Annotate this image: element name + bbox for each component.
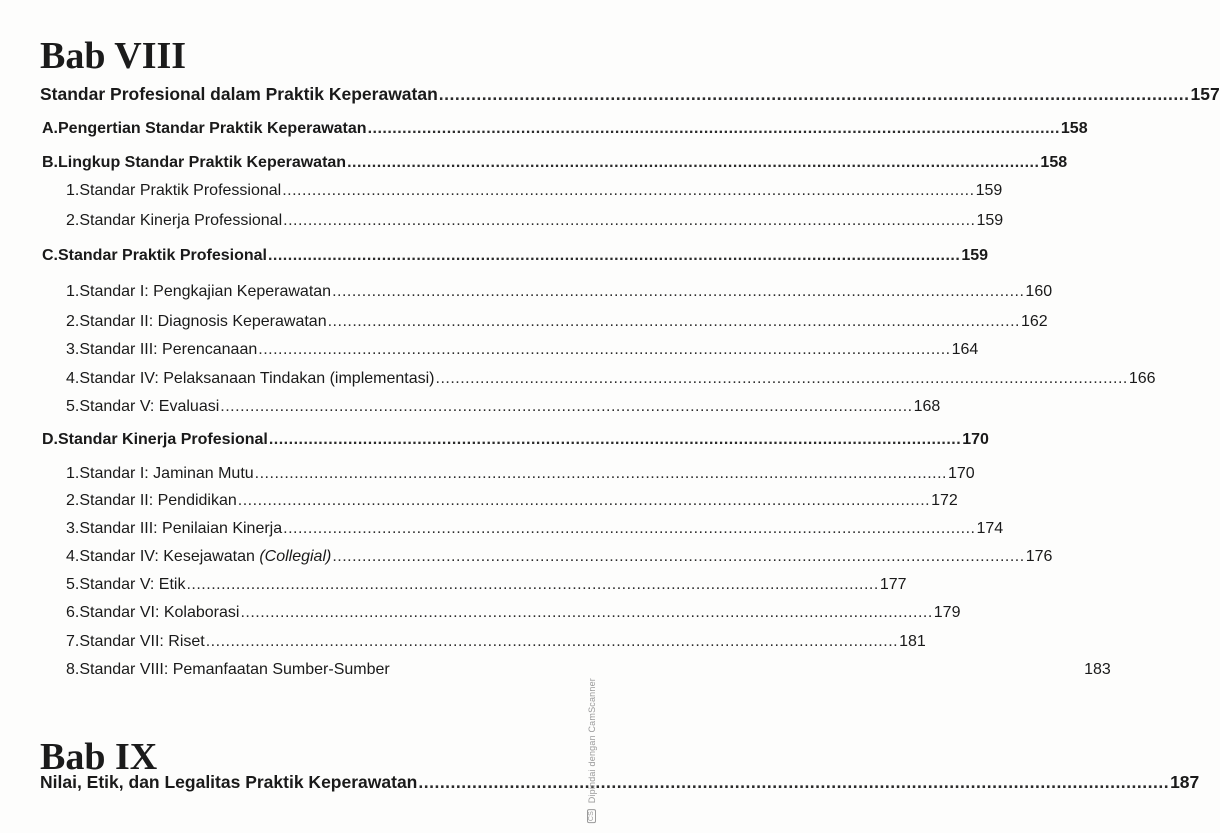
toc-page-number: 179 [933,604,961,621]
section-text: Pengertian Standar Praktik Keperawatan [58,120,367,137]
item-text: Standar III: Perencanaan [79,341,258,358]
toc-chapter-title[interactable] [40,772,1200,792]
toc-page-number: 170 [948,465,975,482]
item-text: Standar VII: Riset [79,633,205,650]
toc-item[interactable] [66,660,1111,680]
item-text: Standar II: Pendidikan [79,492,237,509]
item-text-main: Standar IV: Kesejawatan [79,548,255,565]
toc-page-number: 158 [1060,120,1088,137]
toc-item[interactable] [66,464,975,484]
dot-leader: ............................................................................................................................................ [332,548,1025,565]
toc-page-number: 166 [1128,370,1156,387]
item-number: 8. [66,661,80,678]
section-text: Lingkup Standar Praktik Keperawatan [58,154,347,171]
scanner-watermark [587,678,597,823]
item-text: Standar VI: Kolaborasi [79,604,240,621]
item-number: 1. [66,283,80,300]
toc-item[interactable] [66,282,1053,302]
toc-item[interactable] [66,340,979,360]
toc-page-number: 168 [913,398,941,415]
dot-leader: ............................................................................................................................................ [435,370,1128,387]
dot-leader: ............................................................................................................................................ [347,154,1040,171]
section-text: Standar Kinerja Profesional [58,431,268,448]
item-text [79,547,331,567]
dot-leader: ............................................................................................................................................ [240,604,933,621]
dot-leader: ............................................................................................................................................ [327,313,1020,330]
toc-page-number: 158 [1040,154,1068,171]
toc-item[interactable] [66,312,1048,332]
chapter-heading: Bab IX [40,736,158,778]
item-text: Standar Kinerja Professional [79,212,283,229]
toc-page-number: 159 [975,182,1003,199]
toc-page-number: 164 [951,341,979,358]
dot-leader: ............................................................................................................................................ [367,120,1060,137]
item-text: Standar I: Pengkajian Keperawatan [79,283,332,300]
dot-leader: ............................................................................................................................................ [254,465,947,482]
toc-title-text: Standar Profesional dalam Praktik Keperawatan [40,84,438,104]
item-number: 3. [66,520,80,537]
dot-leader: ............................................................................................................................................ [205,633,899,650]
item-number: 4. [66,548,80,565]
toc-item[interactable] [66,491,958,511]
toc-page-number: 174 [976,520,1004,537]
chapter-heading: Bab VIII [40,35,187,77]
section-letter: B. [42,154,58,171]
toc-item[interactable] [66,369,1156,389]
item-number: 6. [66,604,80,621]
toc-item[interactable] [66,211,1004,231]
toc-page-number: 157 [1190,84,1220,104]
dot-leader: ............................................................................................................................................ [237,492,931,509]
toc-page-number: 159 [961,247,989,264]
dot-leader: ............................................................................................................................................ [268,431,962,448]
toc-page-number: 170 [962,431,989,448]
toc-page-number: 181 [899,633,926,650]
dot-leader: ............................................................................................................................................ [438,84,1190,104]
item-text: Standar V: Etik [79,576,186,593]
scanner-watermark-text: Dipindai dengan CamScanner [587,677,597,804]
toc-item[interactable] [66,519,1004,539]
item-text: Standar Praktik Professional [79,182,282,199]
item-number: 2. [66,313,80,330]
toc-page-number: 177 [879,576,907,593]
item-number: 1. [66,465,80,482]
camscanner-icon: CS [588,810,595,821]
item-text: Standar II: Diagnosis Keperawatan [79,313,327,330]
toc-section[interactable] [42,119,1088,139]
dot-leader: ............................................................................................................................................ [332,283,1025,300]
toc-title-text: Nilai, Etik, dan Legalitas Praktik Keperawatan [40,772,418,792]
item-text: Standar IV: Pelaksanaan Tindakan (implementasi) [79,370,435,387]
item-text: Standar I: Jaminan Mutu [79,465,254,482]
item-number: 5. [66,576,80,593]
item-number: 3. [66,341,80,358]
toc-item[interactable] [66,603,961,623]
toc-page-number: 159 [976,212,1004,229]
item-text: Standar V: Evaluasi [79,398,220,415]
item-number: 7. [66,633,80,650]
toc-page-number: 162 [1020,313,1048,330]
dot-leader: ............................................................................................................................................ [267,247,961,264]
dot-leader: ............................................................................................................................................ [220,398,913,415]
section-letter: C. [42,247,58,264]
toc-page-number: 176 [1025,548,1053,565]
toc-section[interactable] [42,246,989,266]
toc-page-number: 172 [931,492,958,509]
dot-leader: ............................................................................................................................................ [258,341,951,358]
item-text-italic: (Collegial) [259,548,332,565]
item-number: 2. [66,212,80,229]
toc-page-number: 183 [1084,661,1111,678]
toc-item[interactable] [66,181,1003,201]
dot-leader: ............................................................................................................................................ [282,182,975,199]
item-number: 2. [66,492,80,509]
toc-item[interactable] [66,547,1053,567]
dot-leader: ............................................................................................................................................ [283,212,976,229]
toc-chapter-title[interactable] [40,84,1220,104]
section-letter: D. [42,431,58,448]
toc-page-number: 160 [1025,283,1053,300]
dot-leader: ............................................................................................................................................ [283,520,976,537]
toc-section[interactable] [42,153,1068,173]
toc-section[interactable] [42,430,989,450]
toc-item[interactable] [66,632,926,652]
toc-item[interactable] [66,397,941,417]
dot-leader: ............................................................................................................................................ [418,772,1170,792]
section-letter: A. [42,120,58,137]
dot-leader: ............................................................................................................................................ [186,576,879,593]
section-text: Standar Praktik Profesional [58,247,267,264]
toc-page-number: 187 [1170,772,1200,792]
item-number: 5. [66,398,80,415]
item-number: 1. [66,182,80,199]
item-text: Standar III: Penilaian Kinerja [79,520,283,537]
item-text: Standar VIII: Pemanfaatan Sumber-Sumber [79,661,390,678]
toc-item[interactable] [66,575,907,595]
item-number: 4. [66,370,80,387]
